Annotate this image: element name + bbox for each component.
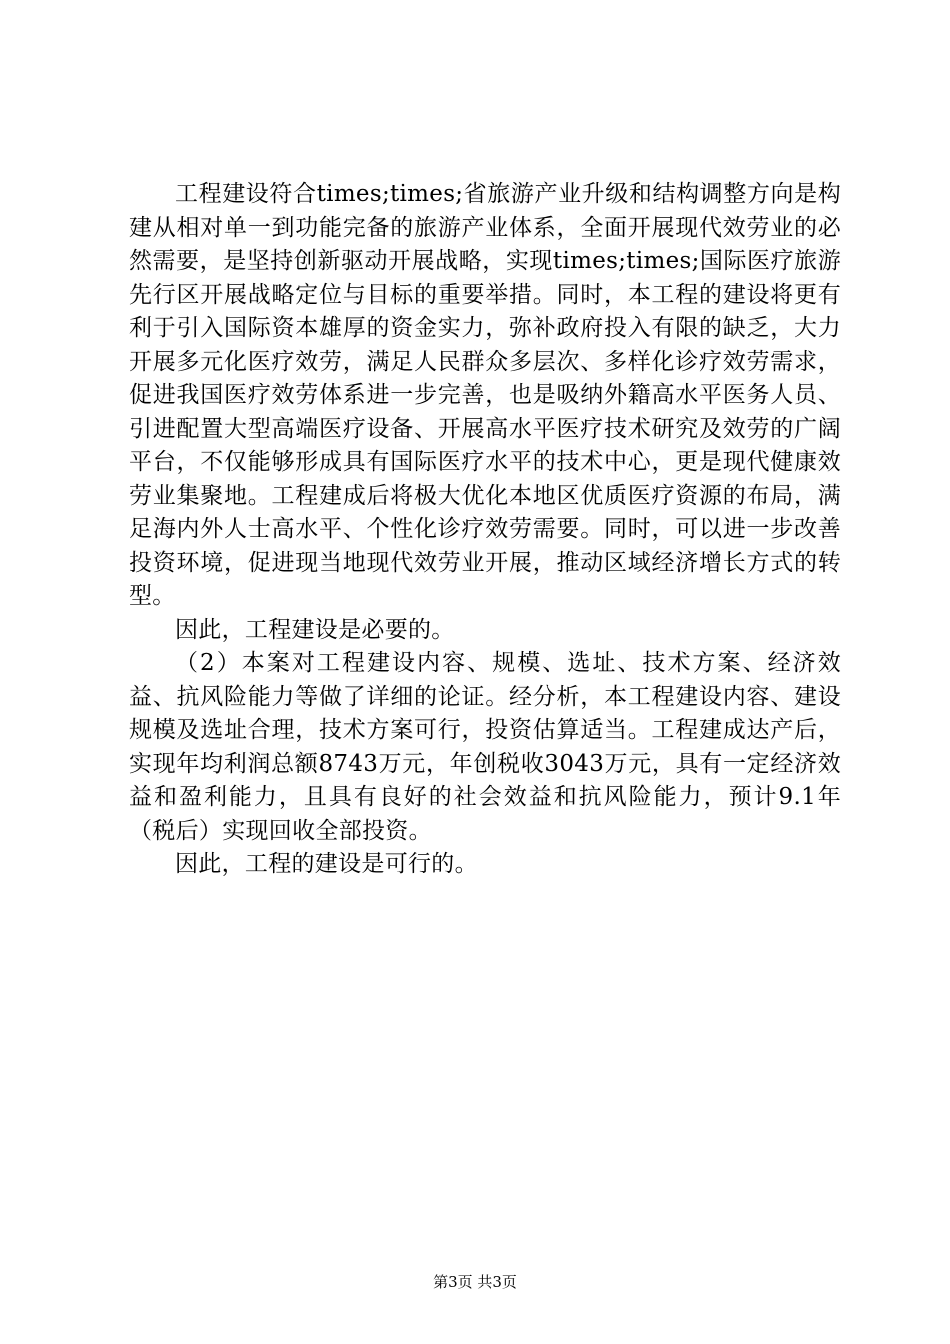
page-number-footer: 第3页 共3页 [433, 1273, 517, 1291]
paragraph-feasibility-conclusion: 因此，工程的建设是可行的。 [175, 851, 478, 877]
paragraph-necessity-analysis: 工程建设符合times;times;省旅游产业升级和结构调整方向是构建从相对单一到功能完备的旅游产业体系，全面开展现代效劳业的必然需要，是坚持创新驱动开展战略，实现times;times;国际医疗旅游先行区开展战略定位与目标的重要举措。同时，本工程的建设将更有利于引入国际资本雄厚的资金实力，弥补政府投入有限的缺乏，大力开展多元化医疗效劳，满足人民群众多层次、多样化诊疗效劳需求，促进我国医疗效劳体系进一步完善，也是吸纳外籍高水平医务人员、引进配置大型高端医疗设备、开展高水平医疗技术研究及效劳的广阔平台，不仅能够形成具有国际医疗水平的技术中心，更是现代健康效劳业集聚地。工程建成后将极大优化本地区优质医疗资源的布局，满足海内外人士高水平、个性化诊疗效劳需要。同时，可以进一步改善投资环境，促进现当地现代效劳业开展，推动区域经济增长方式的转型。 [129, 181, 841, 609]
document-body [129, 178, 841, 882]
paragraph-feasibility-analysis: （2）本案对工程建设内容、规模、选址、技术方案、经济效益、抗风险能力等做了详细的论证。经分析，本工程建设内容、建设规模及选址合理，技术方案可行，投资估算适当。工程建成达产后，实现年均利润总额8743万元，年创税收3043万元，具有一定经济效益和盈利能力，且具有良好的社会效益和抗风险能力，预计9.1年（税后）实现回收全部投资。 [129, 650, 841, 844]
paragraph-necessity-conclusion: 因此，工程建设是必要的。 [175, 616, 455, 643]
